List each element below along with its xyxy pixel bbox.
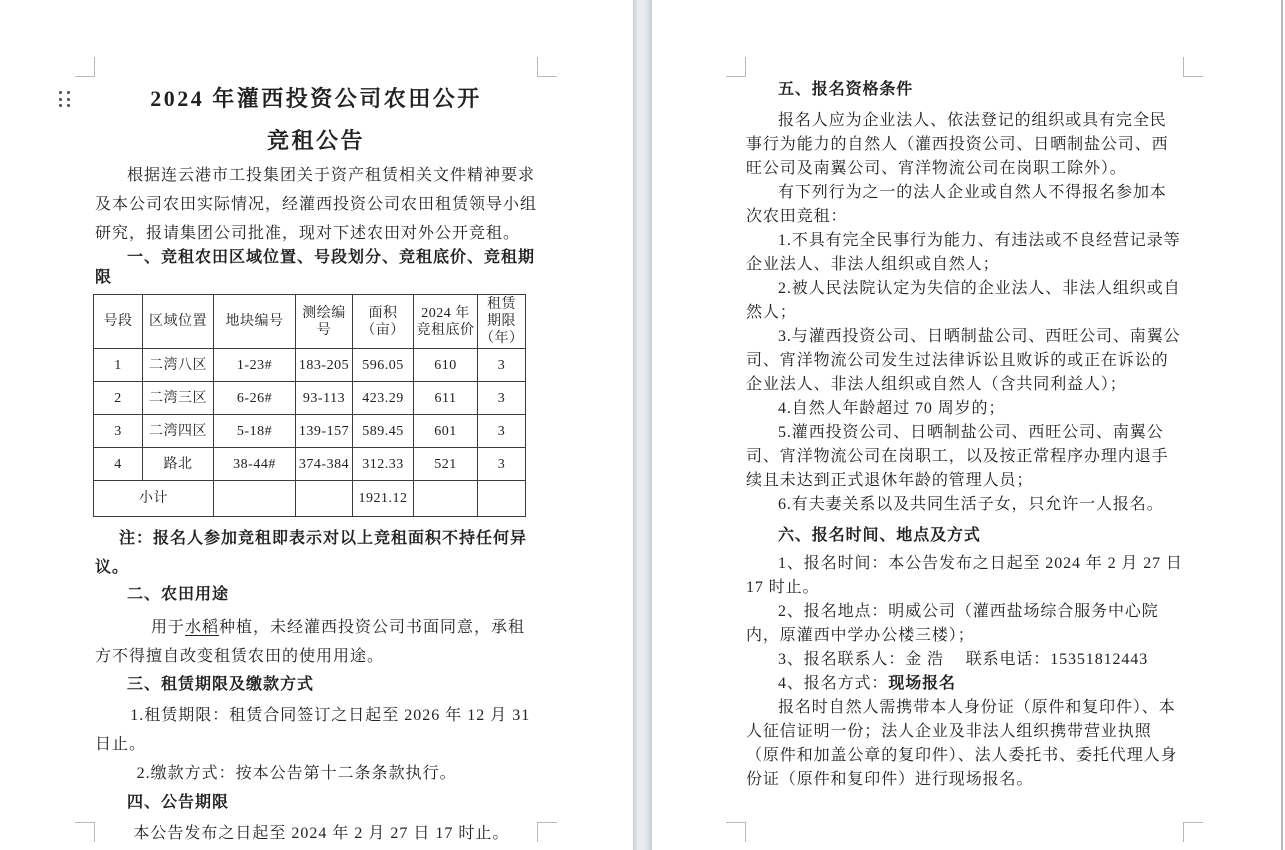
section2-underlined-term: 水稻 bbox=[185, 619, 220, 636]
table-header-cell: 地块编号 bbox=[214, 295, 296, 349]
table-row bbox=[94, 382, 526, 415]
table-cell: 423.29 bbox=[353, 382, 414, 415]
section4-body: 本公告发布之日起至 2024 年 2 月 27 日 17 时止。 bbox=[133, 825, 510, 842]
farmland-table bbox=[93, 294, 526, 517]
subtotal-label-cell: 小计 bbox=[94, 481, 214, 517]
document-title-line-2: 竞租公告 bbox=[266, 128, 365, 153]
section5-paragraph2: 有下列行为之一的法人企业或自然人不得报名参加本次农田竞租： bbox=[746, 184, 1167, 225]
section5-item4: 4.自然人年龄超过 70 周岁的； bbox=[778, 400, 1006, 417]
table-cell: 374-384 bbox=[296, 448, 353, 481]
section5-item1: 1.不具有完全民事行为能力、有违法或不良经营记录等企业法人、非法人组织或自然人； bbox=[746, 232, 1181, 273]
section6-item4-method: 现场报名 bbox=[888, 675, 956, 692]
table-cell: 610 bbox=[414, 349, 478, 382]
table-cell: 5-18# bbox=[214, 415, 296, 448]
subtotal-area-cell: 1921.12 bbox=[353, 481, 414, 517]
table-cell: 589.45 bbox=[353, 415, 414, 448]
section2-text-before: 用于 bbox=[151, 619, 186, 636]
section3-item1: 1.租赁期限：租赁合同签订之日起至 2026 年 12 月 31 日止。 bbox=[95, 707, 531, 753]
page-1 bbox=[95, 77, 537, 848]
table-header-cell: 测绘编号 bbox=[296, 295, 353, 349]
table-cell: 3 bbox=[478, 382, 526, 415]
drag-handle-icon[interactable] bbox=[59, 91, 72, 109]
table-row bbox=[94, 448, 526, 481]
table-row bbox=[94, 349, 526, 382]
table-header-row bbox=[94, 295, 526, 349]
table-cell: 1-23# bbox=[214, 349, 296, 382]
page-gap-divider bbox=[633, 0, 652, 850]
section3-item2: 2.缴款方式：按本公告第十二条条款执行。 bbox=[136, 765, 457, 782]
section6-item1: 1、报名时间：本公告发布之日起至 2024 年 2 月 27 日 17 时止。 bbox=[746, 555, 1183, 596]
table-row bbox=[94, 415, 526, 448]
section6-item4 bbox=[746, 672, 1183, 696]
section6-item3: 3、报名联系人：金 浩 联系电话：15351812443 bbox=[778, 651, 1149, 668]
page1-crop-mark-bottom-right bbox=[537, 822, 557, 842]
section4-heading: 四、公告期限 bbox=[127, 794, 230, 811]
table-header-cell: 面积（亩） bbox=[353, 295, 414, 349]
section6-item4-label: 4、报名方式： bbox=[778, 675, 889, 692]
section6-final-paragraph: 报名时自然人需携带本人身份证（原件和复印件）、本人征信证明一份；法人企业及非法人组织携带营业执照（原件和加盖公章的复印件）、法人委托书、委托代理人身份证（原件和复印件）进行现场报名。 bbox=[746, 699, 1178, 788]
table-cell: 二湾三区 bbox=[143, 382, 214, 415]
table-note: 注：报名人参加竞租即表示对以上竞租面积不持任何异议。 bbox=[95, 530, 528, 576]
page2-crop-mark-bottom-right bbox=[1183, 822, 1203, 842]
table-cell bbox=[478, 481, 526, 517]
section2-heading: 二、农田用途 bbox=[127, 586, 230, 603]
table-cell bbox=[296, 481, 353, 517]
table-header-cell: 号段 bbox=[94, 295, 143, 349]
section5-heading: 五、报名资格条件 bbox=[778, 81, 914, 98]
table-cell: 路北 bbox=[143, 448, 214, 481]
section5-item2: 2.被人民法院认定为失信的企业法人、非法人组织或自然人； bbox=[746, 280, 1181, 321]
table-cell: 二湾八区 bbox=[143, 349, 214, 382]
section2-paragraph bbox=[95, 613, 537, 671]
table-header-cell: 区域位置 bbox=[143, 295, 214, 349]
document-title-line-1: 2024 年灌西投资公司农田公开 bbox=[150, 86, 482, 111]
table-header-cell: 租赁期限（年） bbox=[478, 295, 526, 349]
page1-crop-mark-top-left bbox=[75, 57, 95, 77]
table-cell bbox=[214, 481, 296, 517]
table-header-cell: 2024 年竞租底价 bbox=[414, 295, 478, 349]
page-2 bbox=[746, 77, 1183, 792]
table-cell: 4 bbox=[94, 448, 143, 481]
table-subtotal-row bbox=[94, 481, 526, 517]
table-cell: 312.33 bbox=[353, 448, 414, 481]
table-cell: 596.05 bbox=[353, 349, 414, 382]
table-cell: 二湾四区 bbox=[143, 415, 214, 448]
table-cell: 611 bbox=[414, 382, 478, 415]
section6-heading: 六、报名时间、地点及方式 bbox=[778, 527, 981, 544]
table-cell: 93-113 bbox=[296, 382, 353, 415]
section1-heading: 一、竞租农田区域位置、号段划分、竞租底价、竞租期限 bbox=[95, 249, 536, 286]
table-cell: 1 bbox=[94, 349, 143, 382]
page1-crop-mark-bottom-left bbox=[75, 822, 95, 842]
table-cell: 3 bbox=[478, 415, 526, 448]
window-right-edge bbox=[1281, 0, 1283, 850]
section6-item2: 2、报名地点：明威公司（灌西盐场综合服务中心院内，原灌西中学办公楼三楼）； bbox=[746, 603, 1159, 644]
table-cell: 2 bbox=[94, 382, 143, 415]
page1-crop-mark-top-right bbox=[537, 57, 557, 77]
table-cell: 3 bbox=[478, 448, 526, 481]
table-cell: 601 bbox=[414, 415, 478, 448]
table-cell: 38-44# bbox=[214, 448, 296, 481]
section2-text-after: 种植，未经灌西投资公司书面同意，承租方不得擅自改变租赁农田的使用用途。 bbox=[95, 619, 526, 665]
table-cell: 6-26# bbox=[214, 382, 296, 415]
table-cell: 3 bbox=[94, 415, 143, 448]
table-cell: 521 bbox=[414, 448, 478, 481]
page2-crop-mark-top-left bbox=[726, 57, 746, 77]
page2-crop-mark-top-right bbox=[1183, 57, 1203, 77]
section5-item5: 5.灌西投资公司、日晒制盐公司、西旺公司、南翼公司、宵洋物流公司在岗职工，以及按正常程序办理内退手续且未达到正式退休年龄的管理人员； bbox=[746, 424, 1169, 489]
table-cell: 139-157 bbox=[296, 415, 353, 448]
section3-heading: 三、租赁期限及缴款方式 bbox=[127, 676, 315, 693]
page2-crop-mark-bottom-left bbox=[726, 822, 746, 842]
section5-item3: 3.与灌西投资公司、日晒制盐公司、西旺公司、南翼公司、宵洋物流公司发生过法律诉讼且败诉的或正在诉讼的企业法人、非法人组织或自然人（含共同利益人）； bbox=[746, 328, 1181, 393]
table-cell: 183-205 bbox=[296, 349, 353, 382]
table-cell bbox=[414, 481, 478, 517]
table-cell: 3 bbox=[478, 349, 526, 382]
section5-item6: 6.有夫妻关系以及共同生活子女，只允许一人报名。 bbox=[778, 496, 1164, 513]
section5-paragraph1: 报名人应为企业法人、依法登记的组织或具有完全民事行为能力的自然人（灌西投资公司、日晒制盐公司、西旺公司及南翼公司、宵洋物流公司在岗职工除外）。 bbox=[746, 112, 1169, 177]
intro-paragraph: 根据连云港市工投集团关于资产租赁相关文件精神要求及本公司农田实际情况，经灌西投资公司农田租赁领导小组研究，报请集团公司批准，现对下述农田对外公开竞租。 bbox=[95, 167, 538, 242]
